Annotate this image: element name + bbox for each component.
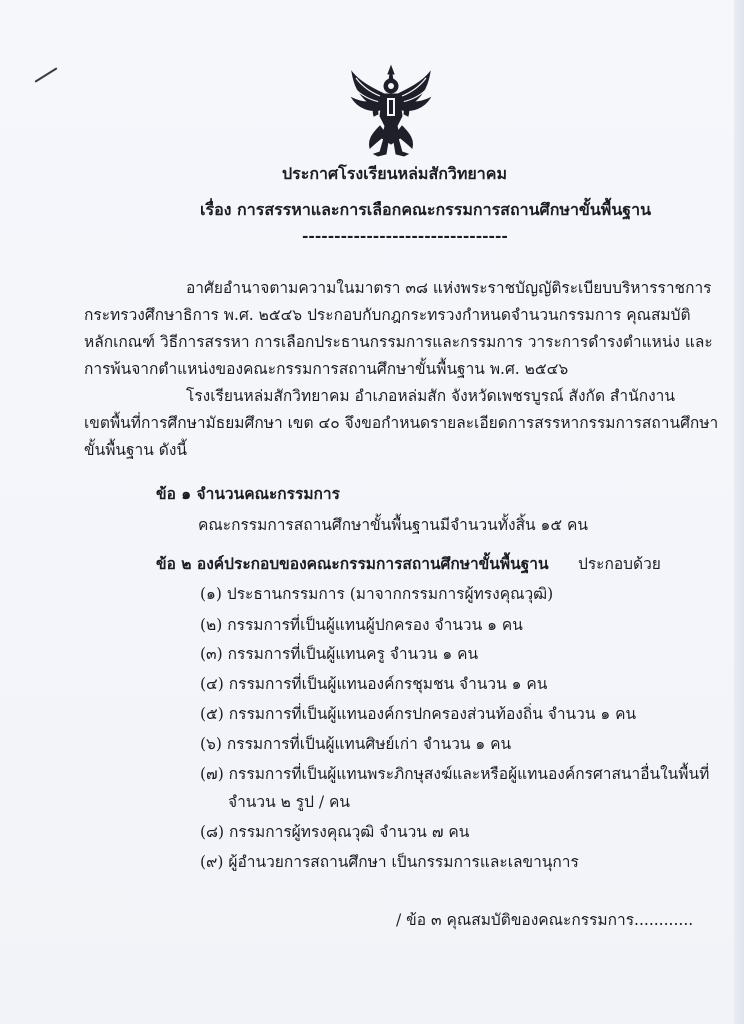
paragraph-1-line-2: กระทรวงศึกษาธิการ พ.ศ. ๒๕๔๖ ประกอบกับกฎกระทรวงกำหนดจำนวนกรรมการ คุณสมบัติ [84,306,691,324]
list-item-5: (๕) กรรมการที่เป็นผู้แทนองค์กรปกครองส่วนท้องถิ่น จำนวน ๑ คน [200,705,637,723]
list-item-3: (๓) กรรมการที่เป็นผู้แทนครู จำนวน ๑ คน [200,645,479,663]
paragraph-1-line-3: หลักเกณฑ์ วิธีการสรรหา การเลือกประธานกรรมการและกรรมการ วาระการดำรงตำแหน่ง และ [84,333,713,351]
list-item-6: (๖) กรรมการที่เป็นผู้แทนศิษย์เก่า จำนวน ๑ คน [200,735,512,753]
paragraph-2-line-3: ขั้นพื้นฐาน ดังนี้ [84,441,188,459]
clause-2-suffix: ประกอบด้วย [578,555,661,573]
list-item-8: (๘) กรรมการผู้ทรงคุณวุฒิ จำนวน ๗ คน [200,823,470,841]
list-item-7: (๗) กรรมการที่เป็นผู้แทนพระภิกษุสงฆ์และหรือผู้แทนองค์กรศาสนาอื่นในพื้นที่ [200,765,710,783]
paragraph-1-line-1: อาศัยอำนาจตามความในมาตรา ๓๘ แห่งพระราชบัญญัติระเบียบบริหารราชการ [186,279,712,297]
announcement-title: ประกาศโรงเรียนหล่มสักวิทยาคม [282,164,508,183]
paragraph-2-line-1: โรงเรียนหล่มสักวิทยาคม อำเภอหล่มสัก จังหวัดเพชรบูรณ์ สังกัด สำนักงาน [186,387,675,405]
paragraph-2-line-2: เขตพื้นที่การศึกษามัธยมศึกษา เขต ๔๐ จึงขอกำหนดรายละเอียดการสรรหากรรมการสถานศึกษา [84,414,719,432]
list-item-9: (๙) ผู้อำนวยการสถานศึกษา เป็นกรรมการและเลขานุการ [200,853,579,871]
paper-edge [734,0,744,1024]
clause-1-text: คณะกรรมการสถานศึกษาขั้นพื้นฐานมีจำนวนทั้งสิ้น ๑๕ คน [198,516,589,534]
garuda-emblem-icon [348,64,434,160]
list-item-2: (๒) กรรมการที่เป็นผู้แทนผู้ปกครอง จำนวน ๑ คน [200,616,523,634]
page-continuation: / ข้อ ๓ คุณสมบัติของคณะกรรมการ............ [396,911,694,929]
announcement-subject: เรื่อง การสรรหาและการเลือกคณะกรรมการสถานศึกษาขั้นพื้นฐาน [200,200,652,219]
paragraph-1-line-4: การพ้นจากตำแหน่งของคณะกรรมการสถานศึกษาขั้นพื้นฐาน พ.ศ. ๒๕๔๖ [84,360,569,378]
list-item-1: (๑) ประธานกรรมการ (มาจากกรรมการผู้ทรงคุณวุฒิ) [200,585,554,603]
clause-2-heading: ข้อ ๒ องค์ประกอบของคณะกรรมการสถานศึกษาขั้นพื้นฐาน [156,554,549,573]
clause-1-heading: ข้อ ๑ จำนวนคณะกรรมการ [156,484,340,503]
list-item-7-continued: จำนวน ๒ รูป / คน [228,793,350,811]
list-item-4: (๔) กรรมการที่เป็นผู้แทนองค์กรชุมชน จำนวน ๑ คน [200,675,548,693]
header-divider: -------------------------------- [302,226,508,245]
